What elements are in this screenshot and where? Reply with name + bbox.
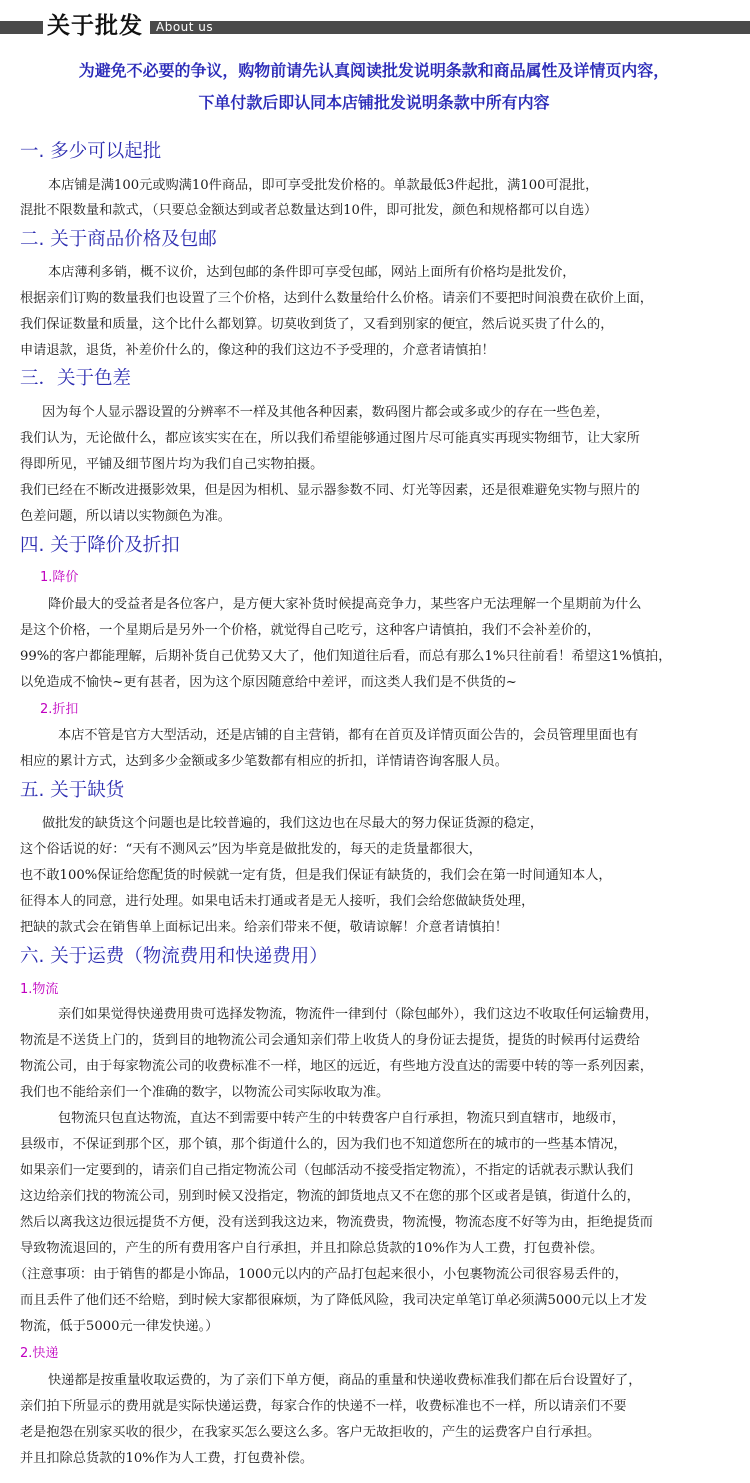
notice-line-1: 为避免不必要的争议，购物前请先认真阅读批发说明条款和商品属性及详情页内容， xyxy=(78,61,670,80)
paragraph-line: 老是抱怨在别家买收的很少，在我家买怎么要这么多。客户无故拒收的，产生的运费客户自行承担。 xyxy=(20,1425,601,1440)
notice-line-2: 下单付款后即认同本店铺批发说明条款中所有内容 xyxy=(198,93,550,112)
page-header xyxy=(0,14,750,38)
paragraph-line: 降价最大的受益者是各位客户，是方便大家补货时候提高竞争力，某些客户无法理解一个星期前为什么 xyxy=(48,597,642,612)
paragraph-line: （注意事项：由于销售的都是小饰品，1000元以内的产品打包起来很小，小包裹物流公司很容易丢件的， xyxy=(14,1267,628,1282)
paragraph-line: 这个俗话说的好：“天有不测风云”因为毕竟是做批发的，每天的走货量都很大， xyxy=(20,842,482,857)
paragraph-line: 相应的累计方式，达到多少金额或多少笔数都有相应的折扣，详情请咨询客服人员。 xyxy=(20,754,508,769)
section-5-heading: 五. 关于缺货 xyxy=(20,780,125,801)
paragraph-line: 县级市，不保证到那个区，那个镇，那个街道什么的，因为我们也不知道您所在的城市的一些基本情况， xyxy=(20,1137,627,1152)
page-title: 关于批发 xyxy=(47,13,143,39)
paragraph-line: 快递都是按重量收取运费的，为了亲们下单方便，商品的重量和快递收费标准我们都在后台设置好了， xyxy=(48,1373,642,1388)
section-6-heading: 六. 关于运费（物流费用和快递费用） xyxy=(20,946,328,967)
paragraph-line: 物流公司，由于每家物流公司的收费标准不一样，地区的远近，有些地方没直达的需要中转的等一系列因素， xyxy=(20,1059,653,1074)
paragraph-line: 本店薄利多销，概不议价，达到包邮的条件即可享受包邮，网站上面所有价格均是批发价， xyxy=(48,265,576,280)
paragraph-line: 以免造成不愉快~更有甚者，因为这个原因随意给中差评，而这类人我们是不供货的~ xyxy=(20,675,517,690)
paragraph-line: 混批不限数量和款式，（只要总金额达到或者总数量达到10件，即可批发，颜色和规格都可以自选） xyxy=(20,203,598,218)
paragraph-line: 本店不管是官方大型活动，还是店铺的自主营销，都有在首页及详情页面公告的，会员管理里面也有 xyxy=(58,728,639,743)
subsection-express: 2.快递 xyxy=(20,1346,59,1361)
paragraph-line: 而且丢件了他们还不给赔，到时候大家都很麻烦，为了降低风险，我司决定单笔订单必须满5000元以上才发 xyxy=(20,1293,647,1308)
paragraph-line: 然后以离我这边很远提货不方便，没有送到我这边来，物流费贵，物流慢，物流态度不好等为由，拒绝提货而 xyxy=(20,1215,653,1230)
paragraph-line: 根据亲们订购的数量我们也设置了三个价格，达到什么数量给什么价格。请亲们不要把时间浪费在砍价上面， xyxy=(20,291,653,306)
paragraph-line: 是这个价格，一个星期后是另外一个价格，就觉得自己吃亏，这种客户请慎拍，我们不会补差价的， xyxy=(20,623,601,638)
section-2-heading: 二. 关于商品价格及包邮 xyxy=(20,229,217,250)
paragraph-line: 我们已经在不断改进摄影效果，但是因为相机、显示器参数不同、灯光等因素，还是很难避免实物与照片的 xyxy=(20,483,640,498)
subsection-logistics: 1.物流 xyxy=(20,982,59,997)
paragraph-line: 征得本人的同意，进行处理。如果电话未打通或者是无人接听，我们会给您做缺货处理， xyxy=(20,894,535,909)
page-subtitle: About us xyxy=(156,20,214,34)
section-4-heading: 四. 关于降价及折扣 xyxy=(20,535,180,556)
subsection-discount-price: 1.降价 xyxy=(40,570,79,585)
paragraph-line: 如果亲们一定要到的，请亲们自己指定物流公司（包邮活动不接受指定物流），不指定的话就表示默认我们 xyxy=(20,1163,634,1178)
paragraph-line: 本店铺是满100元或购满10件商品，即可享受批发价格的。单款最低3件起批，满100可混批， xyxy=(48,178,599,193)
subsection-discount: 2.折扣 xyxy=(40,702,79,717)
paragraph-line: 我们也不能给亲们一个准确的数字，以物流公司实际收取为准。 xyxy=(20,1085,390,1100)
paragraph-line: 这边给亲们找的物流公司，别到时候又没指定，物流的卸货地点又不在您的那个区或者是镇，街道什么的， xyxy=(20,1189,640,1204)
section-3-heading: 三．关于色差 xyxy=(20,368,132,389)
section-1-heading: 一. 多少可以起批 xyxy=(20,141,162,162)
paragraph-line: 我们保证数量和质量，这个比什么都划算。切莫收到货了，又看到别家的便宜，然后说买贵了什么的， xyxy=(20,317,614,332)
paragraph-line: 并且扣除总货款的10%作为人工费，打包费补偿。 xyxy=(20,1451,314,1466)
paragraph-line: 申请退款，退货，补差价什么的，像这种的我们这边不予受理的，介意者请慎拍！ xyxy=(20,343,495,358)
paragraph-line: 99%的客户都能理解，后期补货自己优势又大了，他们知道往后看，而总有那么1%只往前看！希望这1%慎拍， xyxy=(20,649,672,664)
paragraph-line: 物流，低于5000元一律发快递。） xyxy=(20,1319,219,1334)
paragraph-line: 亲们拍下所显示的费用就是实际快递运费，每家合作的快递不一样，收费标准也不一样，所以请亲们不要 xyxy=(20,1399,627,1414)
paragraph-line: 我们认为，无论做什么，都应该实实在在，所以我们希望能够通过图片尽可能真实再现实物细节，让大家所 xyxy=(20,431,640,446)
paragraph-line: 导致物流退回的，产生的所有费用客户自行承担，并且扣除总货款的10%作为人工费，打包费补偿。 xyxy=(20,1241,604,1256)
paragraph-line: 包物流只包直达物流，直达不到需要中转产生的中转费客户自行承担，物流只到直辖市，地级市， xyxy=(58,1111,626,1126)
paragraph-line: 把缺的款式会在销售单上面标记出来。给亲们带来不便，敬请谅解！介意者请慎拍！ xyxy=(20,920,508,935)
paragraph-line: 亲们如果觉得快递费用贵可选择发物流，物流件一律到付（除包邮外），我们这边不收取任何运输费用， xyxy=(58,1007,659,1022)
paragraph-line: 得即所见，平铺及细节图片均为我们自己实物拍摄。 xyxy=(20,457,324,472)
paragraph-line: 色差问题，所以请以实物颜色为准。 xyxy=(20,509,231,524)
paragraph-line: 做批发的缺货这个问题也是比较普遍的，我们这边也在尽最大的努力保证货源的稳定， xyxy=(42,816,544,831)
paragraph-line: 也不敢100%保证给您配货的时候就一定有货，但是我们保证有缺货的，我们会在第一时间通知本人， xyxy=(20,868,612,883)
paragraph-line: 物流是不送货上门的，货到目的地物流公司会通知亲们带上收货人的身份证去提货，提货的时候再付运费给 xyxy=(20,1033,640,1048)
paragraph-line: 因为每个人显示器设置的分辨率不一样及其他各种因素，数码图片都会或多或少的存在一些色差， xyxy=(42,405,610,420)
